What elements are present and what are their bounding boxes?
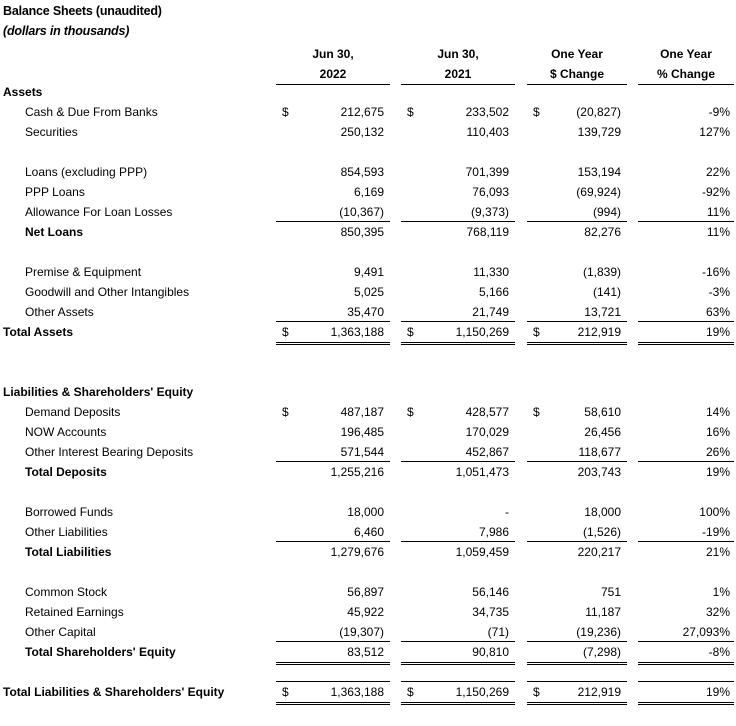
table-row	[0, 462, 736, 482]
cell-value: 854,593	[340, 165, 384, 179]
cell-value: 26%	[705, 445, 730, 459]
currency-symbol: $	[282, 325, 289, 339]
row-label: Borrowed Funds	[25, 505, 114, 519]
value-cell	[527, 422, 627, 442]
row-label: Goodwill and Other Intangibles	[25, 285, 190, 299]
cell-value: 220,217	[577, 545, 621, 559]
value-cell	[401, 202, 515, 222]
value-cell	[401, 302, 515, 322]
value-cell	[527, 302, 627, 322]
value-cell	[276, 302, 390, 322]
value-cell	[527, 182, 627, 202]
value-cell	[276, 522, 390, 542]
cell-value: 1,150,269	[455, 685, 509, 699]
row-label: Cash & Due From Banks	[25, 105, 158, 119]
value-cell	[276, 602, 390, 622]
cell-value: 58,610	[584, 405, 621, 419]
cell-value: 76,093	[472, 185, 509, 199]
column-header-line1: Jun 30,	[437, 47, 479, 61]
value-cell	[638, 182, 734, 202]
cell-value: 11,330	[473, 265, 509, 279]
value-cell	[276, 202, 390, 222]
cell-value: 9,491	[353, 265, 384, 279]
currency-symbol: $	[282, 405, 289, 419]
value-cell	[276, 262, 390, 282]
value-cell	[527, 402, 627, 422]
value-cell	[638, 262, 734, 282]
row-label: PPP Loans	[25, 185, 85, 199]
value-cell	[401, 182, 515, 202]
value-cell	[638, 541, 734, 562]
column-header-line2: $ Change	[527, 64, 627, 85]
cell-value: 11%	[706, 225, 730, 239]
table-row	[0, 502, 736, 522]
cell-value: 1,255,216	[330, 465, 384, 479]
cell-value: (19,307)	[339, 625, 384, 639]
page-subtitle: (dollars in thousands)	[3, 24, 130, 38]
cell-value: 170,029	[465, 425, 509, 439]
cell-value: 118,677	[578, 445, 621, 459]
cell-value: 100%	[699, 505, 730, 519]
cell-value: 1,150,269	[455, 325, 509, 339]
cell-value: 1,059,459	[455, 545, 509, 559]
currency-symbol: $	[533, 405, 540, 419]
column-header-pct-change	[638, 44, 734, 84]
value-cell	[638, 681, 734, 702]
value-cell	[638, 102, 734, 122]
cell-value: 90,810	[472, 645, 509, 659]
cell-value: 850,395	[340, 225, 384, 239]
value-cell	[276, 641, 390, 662]
cell-value: (1,839)	[582, 265, 621, 279]
cell-value: (7,298)	[582, 645, 621, 659]
cell-value: -9%	[708, 105, 730, 119]
section-header-row	[0, 82, 736, 102]
value-cell	[527, 582, 627, 602]
cell-value: (69,924)	[576, 185, 621, 199]
value-cell	[527, 122, 627, 142]
currency-symbol: $	[282, 685, 289, 699]
cell-value: 1%	[712, 585, 730, 599]
value-cell	[276, 402, 390, 422]
column-header-line2: 2022	[276, 64, 390, 85]
row-label: Securities	[25, 125, 78, 139]
value-cell	[638, 522, 734, 542]
cell-value: 110,403	[466, 125, 509, 139]
cell-value: 26,456	[584, 425, 621, 439]
cell-value: -16%	[701, 265, 730, 279]
column-header-jun-2022	[276, 44, 390, 84]
cell-value: 34,735	[472, 605, 509, 619]
table-row	[0, 682, 736, 702]
value-cell	[276, 282, 390, 302]
value-cell	[638, 122, 734, 142]
row-label: Loans (excluding PPP)	[25, 165, 148, 179]
value-cell	[638, 202, 734, 222]
cell-value: 212,675	[340, 105, 384, 119]
value-cell	[401, 102, 515, 122]
row-label: Premise & Equipment	[25, 265, 142, 279]
value-cell	[638, 402, 734, 422]
value-cell	[527, 442, 627, 462]
table-row	[0, 282, 736, 302]
cell-value: 11,187	[585, 605, 621, 619]
value-cell	[527, 202, 627, 222]
cell-value: 19%	[705, 465, 730, 479]
value-cell	[401, 422, 515, 442]
cell-value: 571,544	[340, 445, 384, 459]
currency-symbol: $	[533, 685, 540, 699]
cell-value: 16%	[705, 425, 730, 439]
row-label: Common Stock	[25, 585, 108, 599]
table-row	[0, 262, 736, 282]
value-cell	[527, 221, 627, 242]
row-label: Liabilities & Shareholders' Equity	[3, 385, 194, 399]
value-cell	[527, 541, 627, 562]
value-cell	[638, 221, 734, 242]
cell-value: 14%	[705, 405, 730, 419]
column-header-line2: % Change	[638, 64, 734, 85]
value-cell	[527, 262, 627, 282]
cell-value: 250,132	[340, 125, 384, 139]
cell-value: 19%	[705, 325, 730, 339]
value-cell	[527, 282, 627, 302]
value-cell	[401, 321, 515, 342]
cell-value: 63%	[705, 305, 730, 319]
table-row	[0, 542, 736, 562]
value-cell	[401, 221, 515, 242]
cell-value: 19%	[705, 685, 730, 699]
value-cell	[638, 641, 734, 662]
value-cell	[638, 602, 734, 622]
table-row	[0, 182, 736, 202]
cell-value: 751	[600, 585, 621, 599]
cell-value: 11%	[706, 205, 730, 219]
table-row	[0, 642, 736, 662]
value-cell	[401, 622, 515, 642]
value-cell	[401, 402, 515, 422]
cell-value: 27,093%	[682, 625, 730, 639]
column-header-line1: One Year	[660, 47, 712, 61]
cell-value: 1,051,473	[455, 465, 509, 479]
cell-value: 452,867	[465, 445, 509, 459]
table-row	[0, 202, 736, 222]
row-label: Assets	[3, 85, 43, 99]
cell-value: -3%	[708, 285, 730, 299]
value-cell	[276, 461, 390, 482]
value-cell	[527, 102, 627, 122]
value-cell	[638, 442, 734, 462]
value-cell	[401, 522, 515, 542]
cell-value: 196,485	[340, 425, 384, 439]
value-cell	[638, 502, 734, 522]
cell-value: (10,367)	[339, 205, 384, 219]
column-header-line1: One Year	[551, 47, 603, 61]
cell-value: -8%	[708, 645, 730, 659]
value-cell	[276, 321, 390, 342]
cell-value: 32%	[705, 605, 730, 619]
cell-value: (141)	[592, 285, 621, 299]
cell-value: (1,526)	[582, 525, 621, 539]
table-row	[0, 442, 736, 462]
table-row	[0, 582, 736, 602]
currency-symbol: $	[407, 325, 414, 339]
value-cell	[276, 502, 390, 522]
value-cell	[276, 122, 390, 142]
value-cell	[401, 162, 515, 182]
value-cell	[638, 282, 734, 302]
cell-value: 21,749	[472, 305, 509, 319]
value-cell	[276, 582, 390, 602]
value-cell	[276, 622, 390, 642]
table-row	[0, 522, 736, 542]
cell-value: 13,721	[584, 305, 621, 319]
value-cell	[638, 622, 734, 642]
value-cell	[638, 582, 734, 602]
row-label: Net Loans	[25, 225, 84, 239]
cell-value: 83,512	[347, 645, 384, 659]
row-label: Total Liabilities & Shareholders' Equity	[3, 685, 225, 699]
table-row	[0, 402, 736, 422]
cell-value: 45,922	[347, 605, 384, 619]
row-label: Other Assets	[25, 305, 94, 319]
table-row	[0, 622, 736, 642]
table-row	[0, 102, 736, 122]
cell-value: 1,363,188	[330, 325, 384, 339]
table-row	[0, 162, 736, 182]
value-cell	[527, 502, 627, 522]
table-row	[0, 422, 736, 442]
row-label: Other Interest Bearing Deposits	[25, 445, 194, 459]
row-label: Total Assets	[3, 325, 74, 339]
value-cell	[638, 422, 734, 442]
value-cell	[527, 622, 627, 642]
column-header-line2: 2021	[401, 64, 515, 85]
value-cell	[527, 641, 627, 662]
cell-value: 428,577	[465, 405, 509, 419]
value-cell	[527, 321, 627, 342]
cell-value: (20,827)	[576, 105, 621, 119]
value-cell	[527, 681, 627, 702]
value-cell	[276, 681, 390, 702]
cell-value: 18,000	[347, 505, 384, 519]
value-cell	[401, 641, 515, 662]
value-cell	[401, 442, 515, 462]
table-row	[0, 122, 736, 142]
value-cell	[401, 461, 515, 482]
row-label: Allowance For Loan Losses	[25, 205, 173, 219]
cell-value: 768,119	[466, 225, 509, 239]
table-row	[0, 602, 736, 622]
cell-value: 6,169	[353, 185, 384, 199]
cell-value: 153,194	[577, 165, 621, 179]
table-row	[0, 302, 736, 322]
row-label: Total Shareholders' Equity	[25, 645, 176, 659]
row-label: Other Liabilities	[25, 525, 108, 539]
value-cell	[276, 182, 390, 202]
value-cell	[401, 681, 515, 702]
cell-value: 82,276	[584, 225, 621, 239]
row-label: NOW Accounts	[25, 425, 107, 439]
cell-value: 1,279,676	[330, 545, 384, 559]
cell-value: 21%	[705, 545, 730, 559]
cell-value: 233,502	[465, 105, 509, 119]
row-label: Demand Deposits	[25, 405, 121, 419]
currency-symbol: $	[407, 105, 414, 119]
value-cell	[401, 582, 515, 602]
value-cell	[401, 541, 515, 562]
cell-value: -92%	[701, 185, 730, 199]
currency-symbol: $	[533, 105, 540, 119]
cell-value: 701,399	[465, 165, 509, 179]
cell-value: (9,373)	[470, 205, 509, 219]
cell-value: (994)	[592, 205, 621, 219]
row-label: Total Deposits	[25, 465, 107, 479]
cell-value: 1,363,188	[330, 685, 384, 699]
value-cell	[276, 422, 390, 442]
cell-value: 35,470	[347, 305, 384, 319]
value-cell	[276, 442, 390, 462]
value-cell	[276, 162, 390, 182]
value-cell	[638, 302, 734, 322]
value-cell	[638, 461, 734, 482]
value-cell	[527, 461, 627, 482]
currency-symbol: $	[407, 685, 414, 699]
currency-symbol: $	[282, 105, 289, 119]
column-header-line1: Jun 30,	[312, 47, 354, 61]
value-cell	[638, 321, 734, 342]
table-row	[0, 222, 736, 242]
column-header-jun-2021	[401, 44, 515, 84]
value-cell	[401, 502, 515, 522]
cell-value: 139,729	[577, 125, 621, 139]
cell-value: 212,919	[577, 325, 621, 339]
row-label: Other Capital	[25, 625, 96, 639]
cell-value: -19%	[701, 525, 730, 539]
currency-symbol: $	[407, 405, 414, 419]
cell-value: 212,919	[577, 685, 621, 699]
value-cell	[401, 122, 515, 142]
cell-value: 22%	[705, 165, 730, 179]
cell-value: 7,986	[478, 525, 509, 539]
cell-value: 18,000	[584, 505, 621, 519]
cell-value: (71)	[487, 625, 509, 639]
value-cell	[276, 541, 390, 562]
cell-value: 127%	[699, 125, 730, 139]
cell-value: -	[505, 505, 509, 519]
cell-value: 6,460	[353, 525, 384, 539]
section-header-row	[0, 382, 736, 402]
cell-value: 56,146	[472, 585, 509, 599]
cell-value: 56,897	[347, 585, 384, 599]
column-header-dollar-change	[527, 44, 627, 84]
page-title: Balance Sheets (unaudited)	[3, 4, 162, 18]
value-cell	[638, 162, 734, 182]
value-cell	[527, 602, 627, 622]
value-cell	[527, 522, 627, 542]
currency-symbol: $	[533, 325, 540, 339]
cell-value: (19,236)	[576, 625, 621, 639]
cell-value: 5,025	[353, 285, 384, 299]
cell-value: 487,187	[340, 405, 384, 419]
value-cell	[276, 221, 390, 242]
row-label: Total Liabilities	[25, 545, 112, 559]
value-cell	[527, 162, 627, 182]
value-cell	[401, 602, 515, 622]
value-cell	[276, 102, 390, 122]
cell-value: 5,166	[478, 285, 509, 299]
cell-value: 203,743	[577, 465, 621, 479]
value-cell	[401, 262, 515, 282]
value-cell	[401, 282, 515, 302]
table-row	[0, 322, 736, 342]
row-label: Retained Earnings	[25, 605, 124, 619]
